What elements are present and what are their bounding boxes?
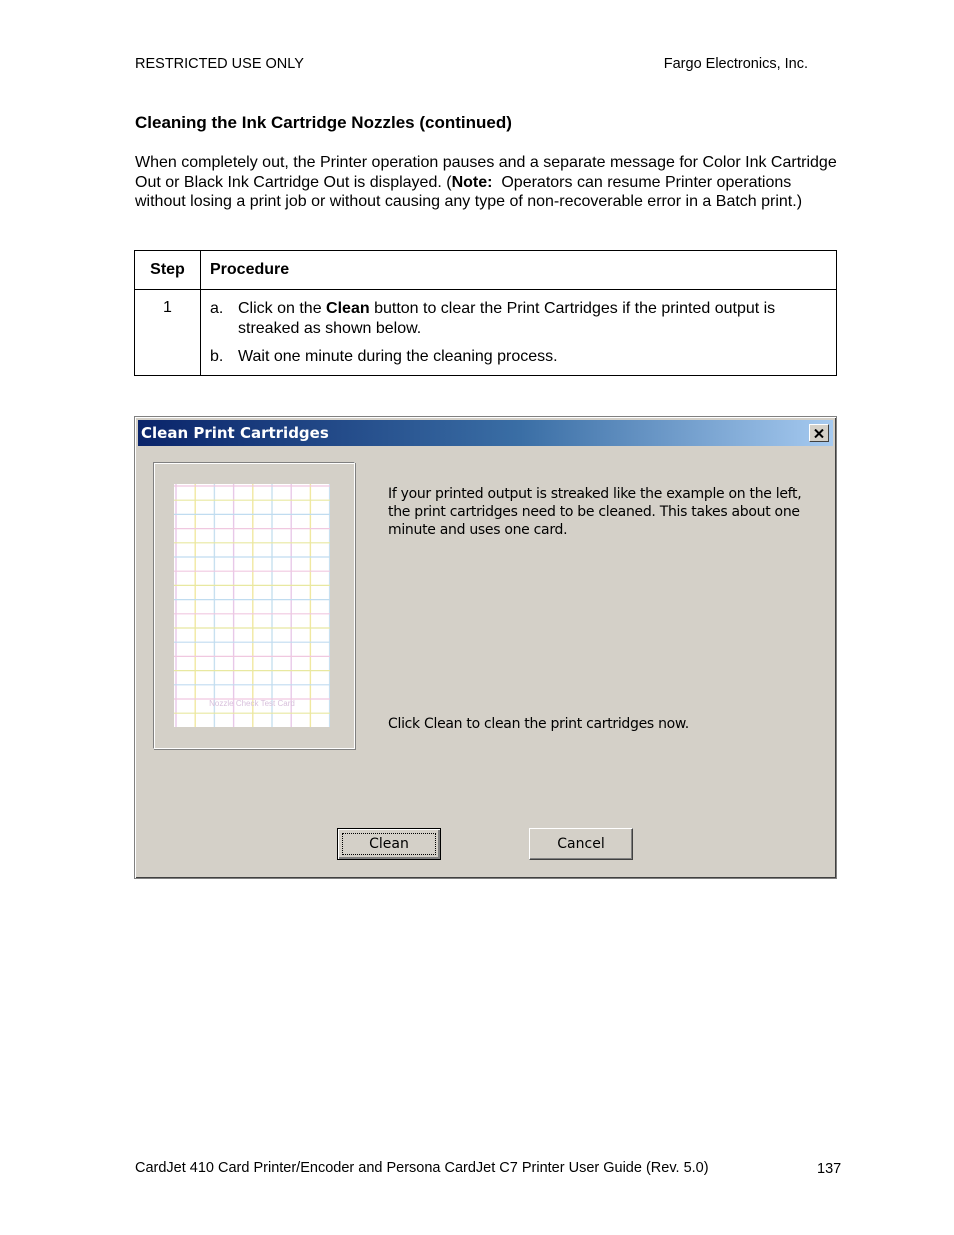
page-number: 137: [817, 1161, 842, 1177]
header-step: Step: [135, 251, 201, 290]
test-card-grid: [174, 484, 330, 727]
dialog-instruction: Click Clean to clean the print cartridges now.: [388, 716, 689, 732]
item-text-before: Click on the: [238, 300, 327, 317]
card-caption: Nozzle Check Test Card: [209, 699, 295, 708]
procedure-table: [134, 250, 837, 376]
clean-button[interactable]: [337, 828, 441, 860]
step-number: 1: [135, 290, 201, 376]
clean-button-label: Clean: [342, 833, 436, 855]
procedure-cell: [201, 290, 837, 376]
section-title: Cleaning the Ink Cartridge Nozzles (continued): [135, 113, 512, 132]
intro-text-after: Operators can resume Printer operations without losing a print job or without causing any type of non-recoverable error in a Batch print.): [135, 173, 803, 211]
dialog-title: Clean Print Cartridges: [141, 424, 329, 442]
header-procedure: Procedure: [201, 251, 837, 290]
item-text: [238, 299, 824, 338]
item-text: Wait one minute during the cleaning process.: [238, 348, 558, 366]
item-label: b.: [210, 348, 224, 366]
table-header-row: [135, 251, 837, 290]
close-icon: [814, 429, 824, 438]
grid-lines: [174, 484, 330, 727]
note-label: Note:: [451, 173, 493, 191]
item-text-after: button to clear the Print Cartridges if the printed output is streaked as shown below.: [238, 300, 776, 337]
item-bold: Clean: [326, 300, 370, 317]
close-button[interactable]: [809, 424, 829, 442]
header-right: Fargo Electronics, Inc.: [663, 56, 808, 72]
footer-title: CardJet 410 Card Printer/Encoder and Persona CardJet C7 Printer User Guide (Rev. 5.0): [135, 1160, 709, 1176]
dialog-message: If your printed output is streaked like the example on the left, the print cartridges need to be cleaned. This takes about one minute and uses one card.: [388, 486, 802, 538]
clean-print-cartridges-dialog: [134, 416, 837, 879]
header-left: RESTRICTED USE ONLY: [135, 56, 304, 72]
cancel-button[interactable]: Cancel: [529, 828, 633, 860]
intro-paragraph: [135, 153, 840, 212]
procedure-item: [210, 347, 824, 367]
table-row: [135, 290, 837, 376]
item-label: a.: [210, 300, 224, 317]
intro-text-before: When completely out, the Printer operation pauses and a separate message for Color Ink Cartridge Out or Black Ink Cartridge Out is displayed. (: [135, 154, 837, 191]
nozzle-test-card: [174, 484, 330, 727]
procedure-item: [210, 299, 824, 338]
dialog-titlebar[interactable]: [138, 420, 833, 446]
